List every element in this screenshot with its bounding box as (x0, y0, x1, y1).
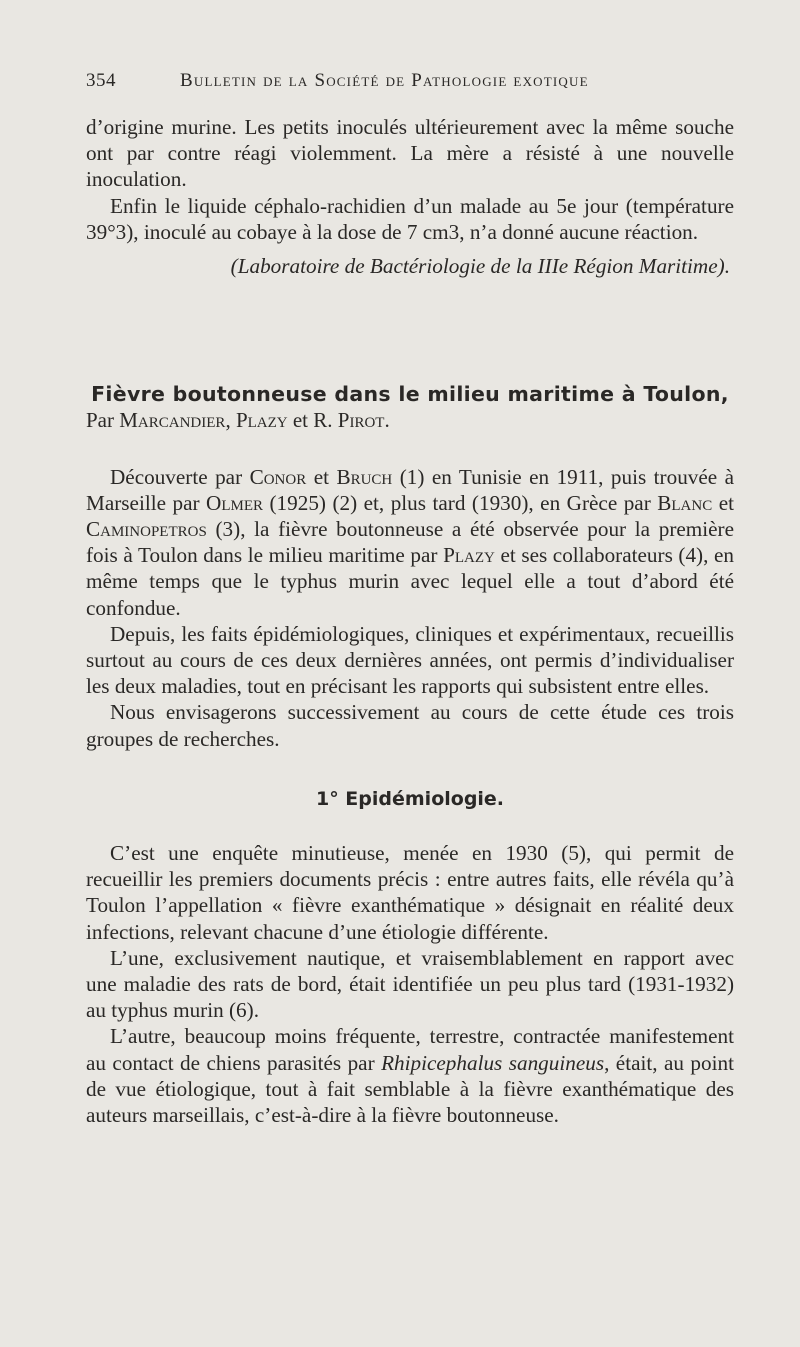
cited-author: Caminopetros (86, 517, 207, 542)
cited-author: Conor (249, 464, 307, 489)
paragraph-csf: Enfin le liquide céphalo-rachidien d’un malade au 5e jour (température 39°3), inoculé au cobaye à la dose de 7 cm3, n’a donné aucune réaction. (86, 193, 734, 244)
running-header (86, 70, 736, 98)
cited-author: Bruch (336, 464, 393, 489)
article-authors: Par Marcandier, Plazy et R. Pirot. (86, 408, 390, 433)
page-body (86, 114, 734, 1128)
running-title: Bulletin de la Société de Pathologie exotique (180, 70, 589, 91)
author-name: Marcandier (119, 408, 226, 433)
text-run: Découverte par (110, 464, 243, 489)
cited-author: Olmer (206, 490, 263, 515)
intro-paragraph (86, 464, 734, 621)
author-name: Plazy (235, 408, 288, 433)
species-name: Rhipicephalus sanguineus (381, 1050, 605, 1075)
section-title: 1° Epidémiologie. (315, 787, 505, 810)
section-paragraph: C’est une enquête minutieuse, menée en 1930 (5), qui permit de recueillir les premiers documents précis : entre autres faits, elle révéla qu’à Toulon l’appellation « fièvre exanthématique » désignait en réalité deux infections, relevant chacune d’une étiologie différente. (86, 841, 734, 944)
text-run: (1) en Tunisie en 1911, puis trouvée à Marseille par (86, 464, 735, 515)
text-run: (3), la fièvre boutonneuse a été observée pour la première fois à Toulon dans le milieu maritime par (86, 517, 735, 568)
text-run: , était, au point de vue étiologique, tout à fait semblable à la fièvre exanthématique des auteurs marseillais, c’est-à-dire à la fièvre boutonneuse. (86, 1050, 734, 1128)
section-paragraph: L’une, exclusivement nautique, et vraisemblablement en rapport avec une maladie des rats de bord, était identifiée un peu plus tard (1931-1932) au typhus murin (6). (86, 945, 734, 1023)
text-run: et (718, 490, 734, 515)
intro-paragraph: Nous envisagerons successivement au cours de cette étude ces trois groupes de recherches. (86, 700, 734, 751)
text-run: et ses collaborateurs (4), en même temps que le typhus murin avec lequel elle a tout d’abord été confondue. (86, 543, 734, 620)
text-run: L’autre, beaucoup moins fréquente, terrestre, contractée manifestement au contact de chiens parasités par (86, 1024, 734, 1075)
cited-author: Blanc (657, 490, 713, 515)
article-title: Fièvre boutonneuse dans le milieu maritime à Toulon, (91, 382, 729, 407)
authors-and: et (292, 408, 309, 433)
text-run: et (313, 464, 329, 489)
section-paragraph (86, 1023, 734, 1128)
affiliation: (Laboratoire de Bactériologie de la IIIe Région Maritime). (230, 254, 730, 279)
author-name: R. Pirot. (313, 408, 390, 433)
cited-author: Plazy (443, 543, 495, 568)
text-run: (1925) (2) et, plus tard (1930), en Grèce par (269, 490, 651, 515)
authors-prefix: Par (86, 408, 114, 433)
page-number: 354 (86, 70, 116, 91)
intro-paragraph: Depuis, les faits épidémiologiques, cliniques et expérimentaux, recueillis surtout au cours de ces deux dernières années, ont permis d’individualiser les deux maladies, tout en précisant les rapports qui subsistent entre elles. (86, 621, 734, 699)
paragraph-continued: d’origine murine. Les petits inoculés ultérieurement avec la même souche ont par contre réagi violemment. La mère a résisté à une nouvelle inoculation. (86, 115, 734, 192)
